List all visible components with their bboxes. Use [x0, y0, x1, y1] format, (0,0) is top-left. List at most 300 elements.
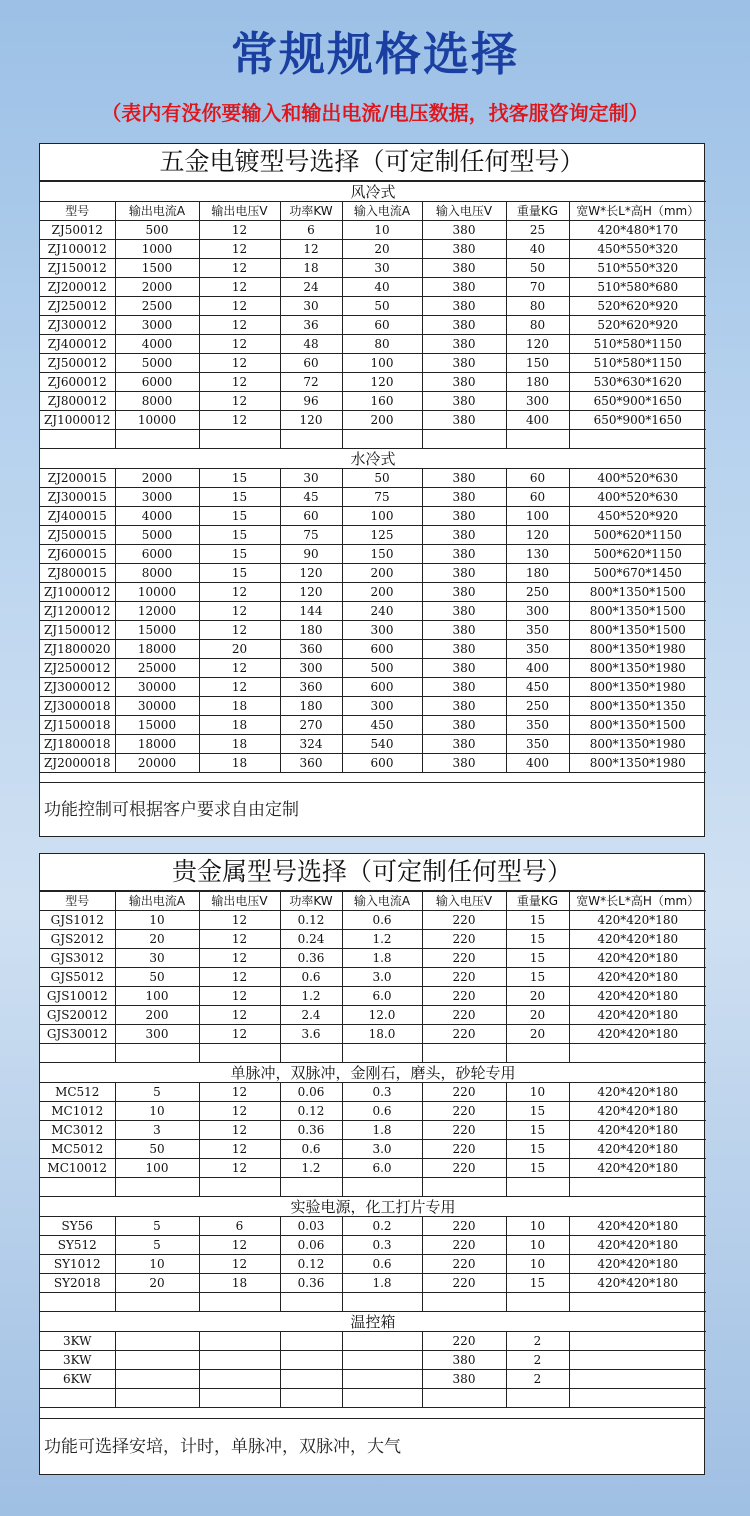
table-row	[40, 1159, 706, 1178]
table-cell: 72	[280, 373, 342, 392]
column-header: 型号	[40, 892, 115, 911]
table-cell: 15	[506, 1121, 569, 1140]
table-cell: 48	[280, 335, 342, 354]
table-row	[40, 1140, 706, 1159]
table-cell: 8000	[115, 392, 199, 411]
panel-note: 功能可选择安培，计时，单脉冲，双脉冲，大气	[40, 1418, 704, 1474]
table-cell: 420*420*180	[569, 1140, 706, 1159]
table-cell	[569, 1370, 706, 1389]
table-cell: 380	[422, 564, 506, 583]
table-cell: 12	[199, 259, 280, 278]
panel-note: 功能控制可根据客户要求自由定制	[40, 782, 704, 836]
table-cell: 300	[506, 392, 569, 411]
table-cell: 420*420*180	[569, 1255, 706, 1274]
table-cell: 180	[280, 697, 342, 716]
table-cell: 20	[506, 1006, 569, 1025]
table-cell	[280, 1332, 342, 1351]
table-cell: 420*420*180	[569, 1102, 706, 1121]
table-cell: 3	[115, 1121, 199, 1140]
precious-metal-panel	[39, 853, 705, 1475]
table-row	[40, 430, 706, 449]
table-cell: 600	[342, 640, 422, 659]
column-header: 重量KG	[506, 892, 569, 911]
table-cell: 200	[342, 411, 422, 430]
table-cell: 10	[115, 911, 199, 930]
table-row	[40, 1121, 706, 1140]
table-cell: 120	[280, 583, 342, 602]
table-cell: 15	[199, 564, 280, 583]
table-cell: 220	[422, 987, 506, 1006]
table-cell: 380	[422, 583, 506, 602]
table-cell: 350	[506, 735, 569, 754]
table-cell: 15	[199, 526, 280, 545]
table-cell: 220	[422, 1332, 506, 1351]
table-row	[40, 411, 706, 430]
table-cell: 1.2	[280, 1159, 342, 1178]
table-cell: 60	[280, 507, 342, 526]
table-cell: 180	[506, 373, 569, 392]
section-row	[40, 182, 706, 202]
table-cell: 100	[342, 507, 422, 526]
table-cell: 220	[422, 1274, 506, 1293]
table-cell: 450*550*320	[569, 240, 706, 259]
table-cell: 80	[342, 335, 422, 354]
table-cell: 12	[199, 411, 280, 430]
table-cell: 15	[506, 1274, 569, 1293]
table-cell: 12	[280, 240, 342, 259]
table-cell: 380	[422, 507, 506, 526]
header-row	[40, 892, 706, 911]
table-row	[40, 564, 706, 583]
table-cell: 10000	[115, 583, 199, 602]
column-header: 重量KG	[506, 202, 569, 221]
table-cell: 120	[280, 411, 342, 430]
table-cell: 380	[422, 316, 506, 335]
table-cell: 6000	[115, 373, 199, 392]
table-cell: 500*620*1150	[569, 545, 706, 564]
table-cell: ZJ800012	[40, 392, 115, 411]
column-header: 型号	[40, 202, 115, 221]
table-row	[40, 1332, 706, 1351]
table-cell: 220	[422, 949, 506, 968]
table-cell: 12	[199, 1236, 280, 1255]
table-cell: 3.6	[280, 1025, 342, 1044]
table-cell: 60	[506, 488, 569, 507]
section-row	[40, 449, 706, 469]
table-row	[40, 659, 706, 678]
table-row	[40, 697, 706, 716]
table-cell	[280, 1044, 342, 1063]
table-cell	[342, 1389, 422, 1408]
table-cell: 250	[506, 697, 569, 716]
table-cell: 12000	[115, 602, 199, 621]
table-cell: 96	[280, 392, 342, 411]
table-row	[40, 1025, 706, 1044]
table-cell: GJS20012	[40, 1006, 115, 1025]
table-row	[40, 678, 706, 697]
table-cell	[199, 1332, 280, 1351]
table-cell: 380	[422, 221, 506, 240]
table-cell: ZJ500015	[40, 526, 115, 545]
table-cell: ZJ1500018	[40, 716, 115, 735]
table-cell: MC1012	[40, 1102, 115, 1121]
table-row	[40, 545, 706, 564]
table-row	[40, 1178, 706, 1197]
table-cell: 15	[199, 469, 280, 488]
table-cell	[422, 1293, 506, 1312]
table-cell: 350	[506, 621, 569, 640]
table-cell: 380	[422, 488, 506, 507]
table-cell: 0.06	[280, 1083, 342, 1102]
table-cell: 6.0	[342, 987, 422, 1006]
table-cell: 500	[115, 221, 199, 240]
table-cell: 100	[506, 507, 569, 526]
column-header: 输出电流A	[115, 202, 199, 221]
table-cell: 18	[199, 735, 280, 754]
table-cell: 220	[422, 1025, 506, 1044]
table-cell: ZJ600015	[40, 545, 115, 564]
table-cell: 0.6	[342, 1255, 422, 1274]
table-cell	[422, 1389, 506, 1408]
table-cell: 40	[342, 278, 422, 297]
table-cell: 5	[115, 1217, 199, 1236]
table-cell: 90	[280, 545, 342, 564]
table-cell	[506, 1293, 569, 1312]
table-cell: 12	[199, 583, 280, 602]
table-cell	[115, 1370, 199, 1389]
table-cell: 12	[199, 602, 280, 621]
table-cell: 12	[199, 278, 280, 297]
table-cell: 10	[506, 1083, 569, 1102]
table-row	[40, 1102, 706, 1121]
table-cell: 420*420*180	[569, 1274, 706, 1293]
table-cell	[342, 1332, 422, 1351]
table-cell: 500*620*1150	[569, 526, 706, 545]
table-cell: 12	[199, 1025, 280, 1044]
table-cell: 600	[342, 678, 422, 697]
table-row	[40, 1293, 706, 1312]
table-cell	[569, 1044, 706, 1063]
table-cell: 380	[422, 678, 506, 697]
table-cell: 5000	[115, 354, 199, 373]
section-title: 风冷式	[40, 182, 706, 202]
table-cell: MC5012	[40, 1140, 115, 1159]
table-row	[40, 259, 706, 278]
table-cell: MC512	[40, 1083, 115, 1102]
table-cell: 100	[342, 354, 422, 373]
table-cell: ZJ1800018	[40, 735, 115, 754]
table-cell: ZJ500012	[40, 354, 115, 373]
table-cell	[342, 1293, 422, 1312]
table-cell: 2	[506, 1370, 569, 1389]
table-cell: 80	[506, 316, 569, 335]
table-cell: 12	[199, 1159, 280, 1178]
table-cell: 220	[422, 911, 506, 930]
table-cell: 360	[280, 678, 342, 697]
table-cell: 15	[506, 1140, 569, 1159]
table-cell	[115, 1044, 199, 1063]
table-cell: 120	[506, 335, 569, 354]
table-cell: 0.6	[280, 968, 342, 987]
table-cell: 100	[115, 987, 199, 1006]
table-row	[40, 221, 706, 240]
table-cell: 3000	[115, 488, 199, 507]
table-cell: 380	[422, 621, 506, 640]
table-cell: 10000	[115, 411, 199, 430]
table-cell	[199, 1370, 280, 1389]
table-cell: 15	[199, 488, 280, 507]
table-cell: 5	[115, 1083, 199, 1102]
table-cell: 0.3	[342, 1236, 422, 1255]
table-cell: ZJ400015	[40, 507, 115, 526]
table-cell: 510*580*1150	[569, 335, 706, 354]
table-cell: 12	[199, 1006, 280, 1025]
table-cell: 10	[115, 1102, 199, 1121]
table-cell: 500*670*1450	[569, 564, 706, 583]
table-cell: 15	[506, 911, 569, 930]
table-cell: 12	[199, 316, 280, 335]
table-cell: 40	[506, 240, 569, 259]
table-cell	[280, 1351, 342, 1370]
table-cell	[280, 1178, 342, 1197]
page-subtitle: （表内有没你要输入和输出电流/电压数据，找客服咨询定制）	[101, 101, 649, 125]
table-cell: 10	[342, 221, 422, 240]
table-cell: GJS5012	[40, 968, 115, 987]
table-cell: 380	[422, 735, 506, 754]
table-cell: 240	[342, 602, 422, 621]
table-cell: 3.0	[342, 968, 422, 987]
table-cell: 12	[199, 240, 280, 259]
table-cell: 15000	[115, 621, 199, 640]
table-cell: ZJ50012	[40, 221, 115, 240]
table-cell	[280, 1293, 342, 1312]
table-cell: 220	[422, 1121, 506, 1140]
table-cell	[115, 1293, 199, 1312]
table-cell: 2	[506, 1332, 569, 1351]
table-cell	[569, 1293, 706, 1312]
table-cell: 12	[199, 911, 280, 930]
table-cell: 380	[422, 602, 506, 621]
panel-title: 五金电镀型号选择（可定制任何型号）	[40, 144, 704, 181]
table-cell: 6.0	[342, 1159, 422, 1178]
table-cell: ZJ200015	[40, 469, 115, 488]
table-cell: ZJ1500012	[40, 621, 115, 640]
table-cell: 300	[342, 621, 422, 640]
table-cell: 60	[280, 354, 342, 373]
table-cell	[199, 430, 280, 449]
column-header: 功率KW	[280, 892, 342, 911]
spec-table	[40, 891, 706, 1408]
table-cell: 12	[199, 354, 280, 373]
table-row	[40, 911, 706, 930]
table-cell: GJS2012	[40, 930, 115, 949]
section-row	[40, 1312, 706, 1332]
column-header: 输出电压V	[199, 892, 280, 911]
table-cell: ZJ1200012	[40, 602, 115, 621]
table-cell: 125	[342, 526, 422, 545]
table-cell: 0.24	[280, 930, 342, 949]
table-cell	[199, 1389, 280, 1408]
table-cell: 380	[422, 659, 506, 678]
table-cell: 20	[506, 987, 569, 1006]
table-cell: 30	[115, 949, 199, 968]
table-cell: 12.0	[342, 1006, 422, 1025]
panel-title: 贵金属型号选择（可定制任何型号）	[40, 854, 704, 891]
table-row	[40, 1274, 706, 1293]
table-row	[40, 1389, 706, 1408]
table-cell: 15	[506, 949, 569, 968]
table-cell: 20	[115, 1274, 199, 1293]
table-cell: MC10012	[40, 1159, 115, 1178]
table-cell: 0.6	[342, 1102, 422, 1121]
table-cell: 380	[422, 373, 506, 392]
table-cell: 12	[199, 297, 280, 316]
table-cell: 800*1350*1980	[569, 754, 706, 773]
table-row	[40, 297, 706, 316]
table-cell	[40, 430, 115, 449]
section-title: 水冷式	[40, 449, 706, 469]
header-row	[40, 202, 706, 221]
table-cell: 80	[506, 297, 569, 316]
table-cell: 30000	[115, 697, 199, 716]
table-cell: 6000	[115, 545, 199, 564]
table-cell: 420*420*180	[569, 1006, 706, 1025]
table-cell: 2	[506, 1351, 569, 1370]
table-cell: 600	[342, 754, 422, 773]
table-cell: 18000	[115, 640, 199, 659]
table-cell: 420*420*180	[569, 1217, 706, 1236]
table-row	[40, 335, 706, 354]
table-cell: 400*520*630	[569, 488, 706, 507]
table-cell: 380	[422, 354, 506, 373]
section-row	[40, 1197, 706, 1217]
table-cell: 2000	[115, 469, 199, 488]
column-header: 宽W*长L*高H（mm）	[569, 202, 706, 221]
table-cell: 150	[342, 545, 422, 564]
table-cell: 75	[280, 526, 342, 545]
table-row	[40, 602, 706, 621]
table-cell: 420*420*180	[569, 1121, 706, 1140]
table-cell: 30	[280, 469, 342, 488]
table-cell: 12	[199, 221, 280, 240]
table-cell: 200	[115, 1006, 199, 1025]
table-cell: 350	[506, 716, 569, 735]
table-cell	[115, 1178, 199, 1197]
table-cell: 3000	[115, 316, 199, 335]
table-cell: 30	[342, 259, 422, 278]
table-cell: 12	[199, 621, 280, 640]
table-cell: 3KW	[40, 1351, 115, 1370]
table-cell: 0.06	[280, 1236, 342, 1255]
table-cell: 520*620*920	[569, 316, 706, 335]
table-cell: 450*520*920	[569, 507, 706, 526]
table-cell	[342, 1044, 422, 1063]
table-cell: 5000	[115, 526, 199, 545]
table-cell: 380	[422, 278, 506, 297]
table-row	[40, 526, 706, 545]
table-cell: 30000	[115, 678, 199, 697]
table-row	[40, 621, 706, 640]
table-cell: 250	[506, 583, 569, 602]
table-cell: ZJ100012	[40, 240, 115, 259]
table-cell: 380	[422, 526, 506, 545]
table-cell: 1500	[115, 259, 199, 278]
table-row	[40, 754, 706, 773]
column-header: 宽W*长L*高H（mm）	[569, 892, 706, 911]
table-cell: 12	[199, 1083, 280, 1102]
table-cell: 15	[506, 1102, 569, 1121]
table-cell: 220	[422, 930, 506, 949]
table-cell: 50	[115, 1140, 199, 1159]
table-cell: 180	[506, 564, 569, 583]
table-cell	[199, 1044, 280, 1063]
table-cell: 380	[422, 545, 506, 564]
table-cell: MC3012	[40, 1121, 115, 1140]
table-row	[40, 1255, 706, 1274]
table-cell: 324	[280, 735, 342, 754]
table-cell: 0.12	[280, 1102, 342, 1121]
table-row	[40, 469, 706, 488]
table-cell: SY56	[40, 1217, 115, 1236]
table-cell: 420*420*180	[569, 1159, 706, 1178]
table-cell	[506, 1389, 569, 1408]
page-title: 常规规格选择	[231, 27, 519, 81]
table-cell: 0.2	[342, 1217, 422, 1236]
table-cell: 6	[280, 221, 342, 240]
table-cell: 380	[422, 297, 506, 316]
table-cell: 12	[199, 968, 280, 987]
table-cell	[199, 1351, 280, 1370]
table-cell: SY512	[40, 1236, 115, 1255]
table-cell: 380	[422, 240, 506, 259]
table-cell: ZJ3000012	[40, 678, 115, 697]
table-cell: 420*420*180	[569, 1236, 706, 1255]
table-cell: 420*420*180	[569, 1083, 706, 1102]
table-cell: 380	[422, 716, 506, 735]
table-cell: 800*1350*1500	[569, 621, 706, 640]
table-cell: 120	[506, 526, 569, 545]
table-row	[40, 735, 706, 754]
table-cell: 450	[506, 678, 569, 697]
table-cell: ZJ1800020	[40, 640, 115, 659]
table-cell: ZJ2500012	[40, 659, 115, 678]
table-cell: 10	[506, 1236, 569, 1255]
table-cell: 220	[422, 1159, 506, 1178]
table-cell: 45	[280, 488, 342, 507]
table-cell: 144	[280, 602, 342, 621]
table-cell: 12	[199, 335, 280, 354]
table-cell: 120	[342, 373, 422, 392]
table-row	[40, 1044, 706, 1063]
table-cell: 800*1350*1500	[569, 583, 706, 602]
table-cell: 800*1350*1980	[569, 735, 706, 754]
table-cell: 300	[342, 697, 422, 716]
table-cell: 15000	[115, 716, 199, 735]
table-cell	[342, 1178, 422, 1197]
table-cell: 270	[280, 716, 342, 735]
table-cell: 220	[422, 1083, 506, 1102]
table-cell: ZJ1000012	[40, 583, 115, 602]
table-cell: 18	[199, 697, 280, 716]
table-cell: 18.0	[342, 1025, 422, 1044]
table-cell: 10	[115, 1255, 199, 1274]
table-cell: 200	[342, 583, 422, 602]
table-cell: 12	[199, 1255, 280, 1274]
table-cell: 420*420*180	[569, 930, 706, 949]
table-cell	[115, 1389, 199, 1408]
table-cell: 25	[506, 221, 569, 240]
table-cell: 10	[506, 1217, 569, 1236]
